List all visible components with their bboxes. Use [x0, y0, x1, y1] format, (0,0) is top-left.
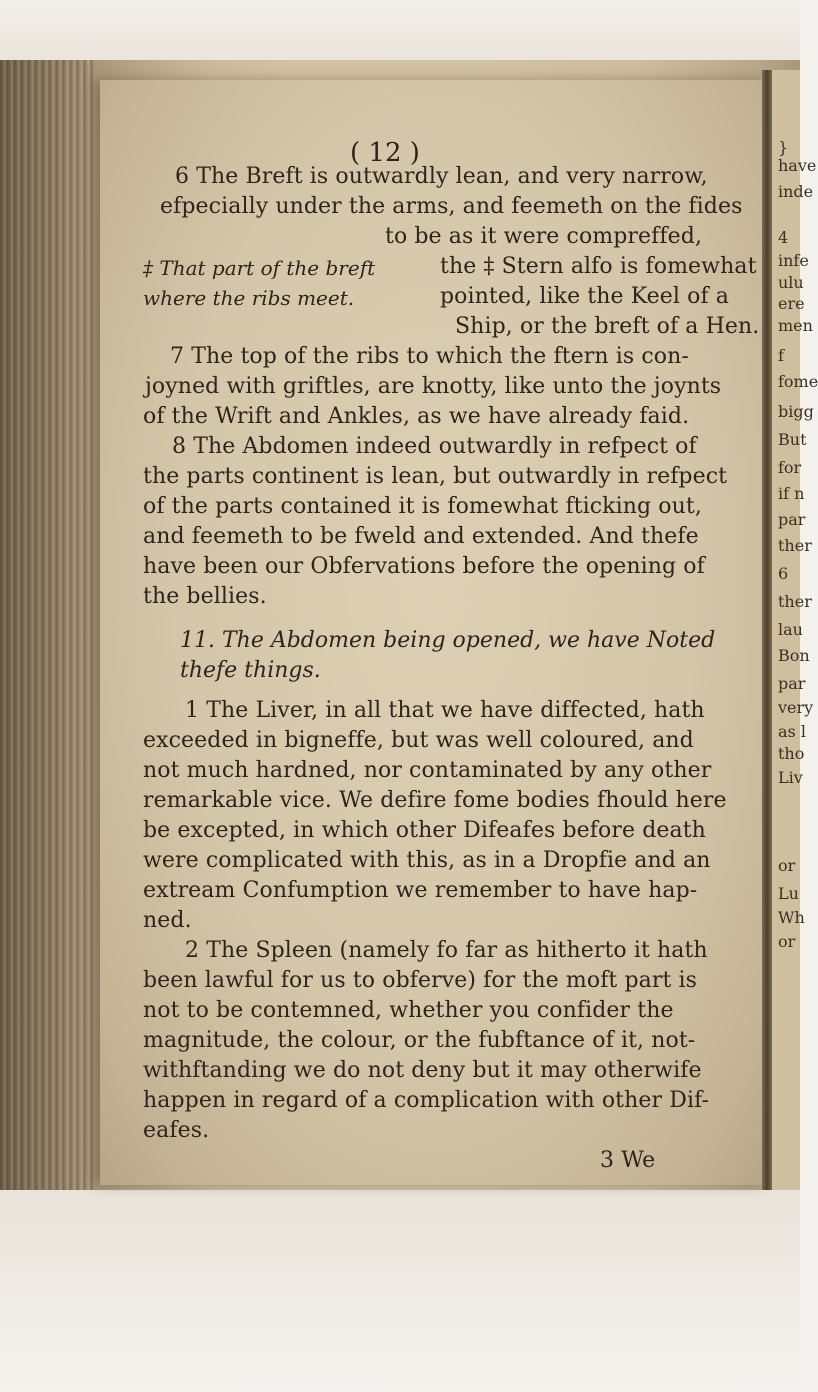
adjacent-fragment: ulu: [778, 273, 804, 292]
adjacent-fragment: tho: [778, 744, 805, 763]
adjacent-fragment: par: [778, 510, 806, 529]
text-line: the parts continent is lean, but outwardly in refpect: [143, 464, 728, 489]
adjacent-fragment: inde: [778, 182, 814, 201]
adjacent-fragment: 6: [778, 564, 789, 583]
text-line: were complicated with this, as in a Dropfie and an: [143, 848, 711, 873]
adjacent-fragment: if n: [778, 484, 805, 503]
adjacent-fragment: or: [778, 856, 796, 875]
text-line: and feemeth to be fweld and extended. And thefe: [143, 524, 699, 549]
text-line: joyned with griftles, are knotty, like unto the joynts: [145, 374, 722, 399]
text-line: not to be contemned, whether you confider the: [143, 998, 674, 1023]
text-line: 7 The top of the ribs to which the ftern is con-: [170, 344, 689, 369]
adjacent-fragment: ere: [778, 294, 805, 313]
adjacent-fragment: have: [778, 156, 817, 175]
adjacent-fragment: But: [778, 430, 807, 449]
text-line: 2 The Spleen (namely fo far as hitherto it hath: [185, 938, 708, 963]
text-line: 1 The Liver, in all that we have diffected, hath: [185, 698, 705, 723]
adjacent-fragment: bigg: [778, 402, 814, 421]
text-line: be excepted, in which other Difeafes before death: [143, 818, 706, 843]
adjacent-fragment: par: [778, 674, 806, 693]
text-line: efpecially under the arms, and feemeth on the fides: [160, 194, 743, 219]
text-line: to be as it were compreffed,: [385, 224, 703, 249]
background-bottom: [0, 1190, 800, 1392]
section-heading: thefe things.: [180, 658, 321, 683]
margin-note: where the ribs meet.: [143, 286, 355, 310]
text-line: been lawful for us to obferve) for the moft part is: [143, 968, 698, 993]
text-line: of the Wrift and Ankles, as we have already faid.: [143, 404, 690, 429]
text-line: 8 The Abdomen indeed outwardly in refpect of: [172, 434, 697, 459]
text-line: not much hardned, nor contaminated by any other: [143, 758, 712, 783]
adjacent-fragment: 4: [778, 228, 789, 247]
gutter-shadow: [762, 70, 772, 1190]
adjacent-fragment: f: [778, 346, 784, 365]
adjacent-fragment: Bon: [778, 646, 810, 665]
adjacent-fragment: very: [778, 698, 814, 717]
adjacent-fragment: fome: [778, 372, 818, 391]
adjacent-fragment: ther: [778, 536, 812, 555]
margin-note: ‡ That part of the breft: [143, 256, 376, 280]
adjacent-fragment: men: [778, 316, 813, 335]
adjacent-fragment: ther: [778, 592, 812, 611]
adjacent-fragment: as l: [778, 722, 806, 741]
text-line: magnitude, the colour, or the fubftance of it, not-: [143, 1028, 696, 1053]
catchword: 3 We: [600, 1148, 656, 1173]
text-line: extream Confumption we remember to have hap-: [143, 878, 698, 903]
text-line: eafes.: [143, 1118, 210, 1143]
adjacent-fragment: Lu: [778, 884, 799, 903]
adjacent-fragment: for: [778, 458, 802, 477]
text-line: ned.: [143, 908, 192, 933]
adjacent-fragment: or: [778, 932, 796, 951]
adjacent-fragment: Liv: [778, 768, 803, 787]
text-line: of the parts contained it is fomewhat fticking out,: [143, 494, 702, 519]
adjacent-fragment: }: [778, 138, 789, 157]
text-line: Ship, or the breft of a Hen.: [455, 314, 760, 339]
adjacent-fragment: lau: [778, 620, 803, 639]
text-line: 6 The Breft is outwardly lean, and very narrow,: [175, 164, 708, 189]
text-line: pointed, like the Keel of a: [440, 284, 730, 309]
text-line: the ‡ Stern alfo is fomewhat: [440, 254, 757, 279]
text-line: exceeded in bigneffe, but was well coloured, and: [143, 728, 694, 753]
page-edges: [0, 60, 95, 1190]
page-number: ( 12 ): [350, 138, 420, 168]
text-line: the bellies.: [143, 584, 267, 609]
text-line: have been our Obfervations before the opening of: [143, 554, 705, 579]
text-line: happen in regard of a complication with other Dif-: [143, 1088, 710, 1113]
section-heading: 11. The Abdomen being opened, we have Noted: [180, 628, 716, 653]
adjacent-fragment: Wh: [778, 908, 805, 927]
text-line: withftanding we do not deny but it may otherwife: [143, 1058, 702, 1083]
text-line: remarkable vice. We defire fome bodies fhould here: [143, 788, 727, 813]
adjacent-fragment: infe: [778, 251, 809, 270]
